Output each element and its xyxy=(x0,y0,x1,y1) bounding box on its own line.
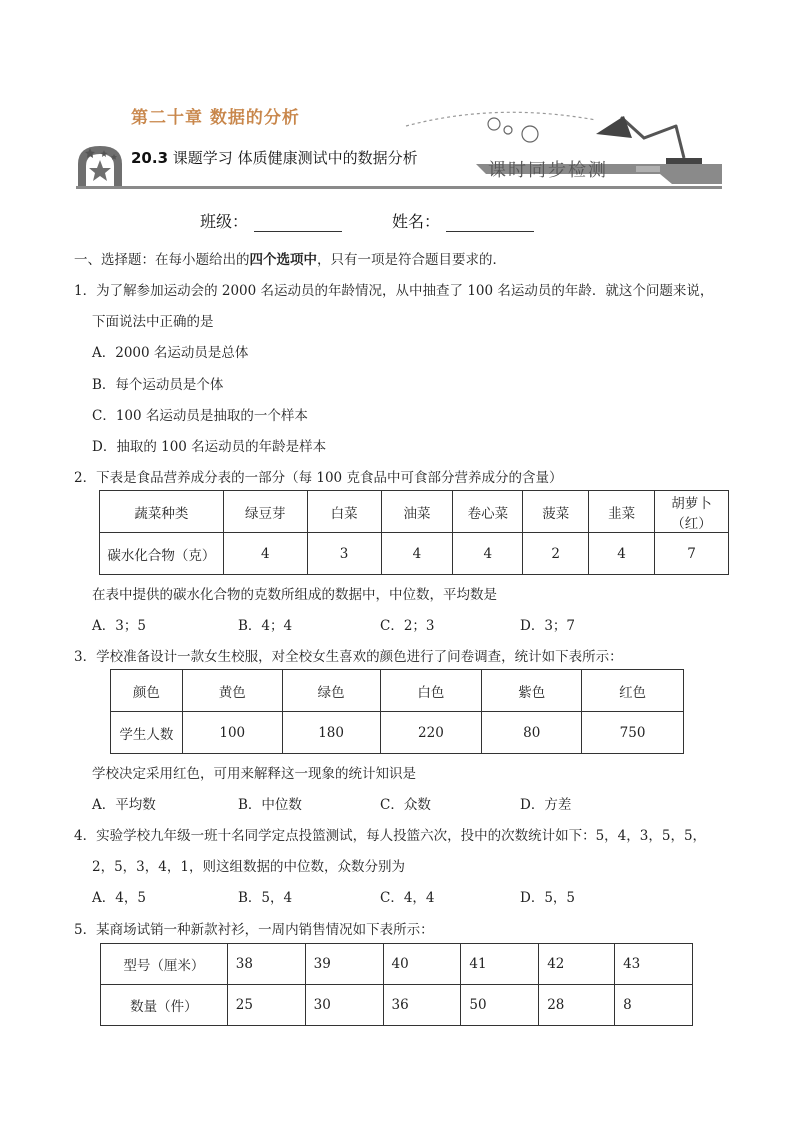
q2-option-c[interactable]: C．2；3 xyxy=(380,618,435,634)
q5-data-cell: 50 xyxy=(461,985,539,1026)
q2-data-cell: 4 xyxy=(589,533,655,575)
q1-option-d[interactable]: D．抽取的 100 名运动员的年龄是样本 xyxy=(92,439,327,455)
section-title: 一、选择题：在每小题给出的四个选项中，只有一项是符合题目要求的． xyxy=(74,252,506,268)
q4-option-d[interactable]: D．5，5 xyxy=(520,890,576,906)
name-label: 姓名： xyxy=(392,212,441,231)
q3-header-cell: 紫色 xyxy=(482,670,582,712)
q2-data-cell: 4 xyxy=(223,533,307,575)
q2-option-d[interactable]: D．3；7 xyxy=(520,618,576,634)
q2-header-cell: 油菜 xyxy=(381,491,453,533)
q4-option-b[interactable]: B．5，4 xyxy=(238,890,293,906)
q1-option-b[interactable]: B．每个运动员是个体 xyxy=(92,377,224,393)
q2-data-cell: 3 xyxy=(307,533,381,575)
q1-stem-line2: 下面说法中正确的是 xyxy=(92,314,214,330)
q2-header-cell: 胡萝卜（红） xyxy=(655,491,729,533)
q5-header-cell: 43 xyxy=(615,944,693,985)
q2-table xyxy=(99,490,729,575)
q5-header-cell: 41 xyxy=(461,944,539,985)
q3-header-cell: 绿色 xyxy=(282,670,380,712)
q2-data-cell: 2 xyxy=(523,533,589,575)
q2-option-a[interactable]: A．3；5 xyxy=(92,618,146,634)
q2-header-cell: 菠菜 xyxy=(523,491,589,533)
q2-header-cell: 白菜 xyxy=(307,491,381,533)
q2-data-cell: 4 xyxy=(381,533,453,575)
q4-option-a[interactable]: A．4，5 xyxy=(92,890,146,906)
q3-header-cell: 黄色 xyxy=(182,670,282,712)
q3-option-a[interactable]: A．平均数 xyxy=(92,797,156,813)
q5-data-cell: 28 xyxy=(539,985,615,1026)
q4-stem-line1: 4．实验学校九年级一班十名同学定点投篮测试，每人投篮六次，投中的次数统计如下：5，4，3，5，5， xyxy=(74,828,707,844)
q5-data-cell: 8 xyxy=(615,985,693,1026)
q3-header-row xyxy=(111,670,684,712)
q2-after: 在表中提供的碳水化合物的克数所组成的数据中，中位数，平均数是 xyxy=(92,587,497,603)
q3-header-cell: 白色 xyxy=(380,670,482,712)
q5-header-cell: 40 xyxy=(383,944,461,985)
q5-data-row xyxy=(101,985,693,1026)
q3-data-cell: 100 xyxy=(182,712,282,754)
q5-data-cell: 36 xyxy=(383,985,461,1026)
q2-data-cell: 4 xyxy=(453,533,523,575)
q3-data-cell: 750 xyxy=(582,712,684,754)
q1-option-a[interactable]: A．2000 名运动员是总体 xyxy=(92,345,249,361)
lesson-number: 20.3 xyxy=(131,149,169,167)
q2-data-cell: 7 xyxy=(655,533,729,575)
class-blank[interactable] xyxy=(254,215,342,232)
q3-option-c[interactable]: C．众数 xyxy=(380,797,431,813)
q5-header-cell: 42 xyxy=(539,944,615,985)
q2-header-cell: 绿豆芽 xyxy=(223,491,307,533)
q5-header-cell: 38 xyxy=(227,944,305,985)
q3-table xyxy=(110,669,684,754)
q3-stem: 3．学校准备设计一款女生校服，对全校女生喜欢的颜色进行了问卷调查，统计如下表所示： xyxy=(74,649,623,665)
chapter-title: 第二十章 数据的分析 xyxy=(131,108,300,128)
q5-table xyxy=(100,943,693,1026)
q3-data-cell: 180 xyxy=(282,712,380,754)
q2-stem: 2．下表是食品营养成分表的一部分（每 100 克食品中可食部分营养成分的含量） xyxy=(74,470,563,486)
q4-option-c[interactable]: C．4，4 xyxy=(380,890,435,906)
q2-header-cell: 卷心菜 xyxy=(453,491,523,533)
q5-stem: 5．某商场试销一种新款衬衫，一周内销售情况如下表所示： xyxy=(74,922,434,938)
lesson-title xyxy=(131,147,418,168)
q5-data-cell: 数量（件） xyxy=(101,985,228,1026)
q2-data-cell: 碳水化合物（克） xyxy=(100,533,224,575)
q2-header-cell: 韭菜 xyxy=(589,491,655,533)
q4-stem-line2: 2，5，3，4，1，则这组数据的中位数，众数分别为 xyxy=(92,859,405,875)
q1-stem-line1: 1．为了解参加运动会的 2000 名运动员的年龄情况，从中抽查了 100 名运动员的年龄．就这个问题来说， xyxy=(74,283,714,299)
q2-data-row xyxy=(100,533,729,575)
class-label: 班级： xyxy=(200,212,249,231)
q5-data-cell: 25 xyxy=(227,985,305,1026)
section-tag: 课时同步检测 xyxy=(488,160,608,181)
q5-data-cell: 30 xyxy=(305,985,383,1026)
q2-option-b[interactable]: B．4；4 xyxy=(238,618,293,634)
q5-header-row xyxy=(101,944,693,985)
q3-header-cell: 红色 xyxy=(582,670,684,712)
name-field xyxy=(392,209,534,232)
q3-data-cell: 80 xyxy=(482,712,582,754)
name-blank[interactable] xyxy=(446,215,534,232)
q3-data-cell: 220 xyxy=(380,712,482,754)
class-field xyxy=(200,209,342,232)
lesson-name: 课题学习 体质健康测试中的数据分析 xyxy=(172,149,418,167)
q2-header-cell: 蔬菜种类 xyxy=(100,491,224,533)
q5-header-cell: 型号（厘米） xyxy=(101,944,228,985)
q3-after: 学校决定采用红色，可用来解释这一现象的统计知识是 xyxy=(92,766,416,782)
q3-option-b[interactable]: B．中位数 xyxy=(238,797,302,813)
q3-data-cell: 学生人数 xyxy=(111,712,183,754)
q5-header-cell: 39 xyxy=(305,944,383,985)
q2-header-row xyxy=(100,491,729,533)
q3-data-row xyxy=(111,712,684,754)
q3-header-cell: 颜色 xyxy=(111,670,183,712)
q1-option-c[interactable]: C．100 名运动员是抽取的一个样本 xyxy=(92,408,308,424)
q3-option-d[interactable]: D．方差 xyxy=(520,797,572,813)
